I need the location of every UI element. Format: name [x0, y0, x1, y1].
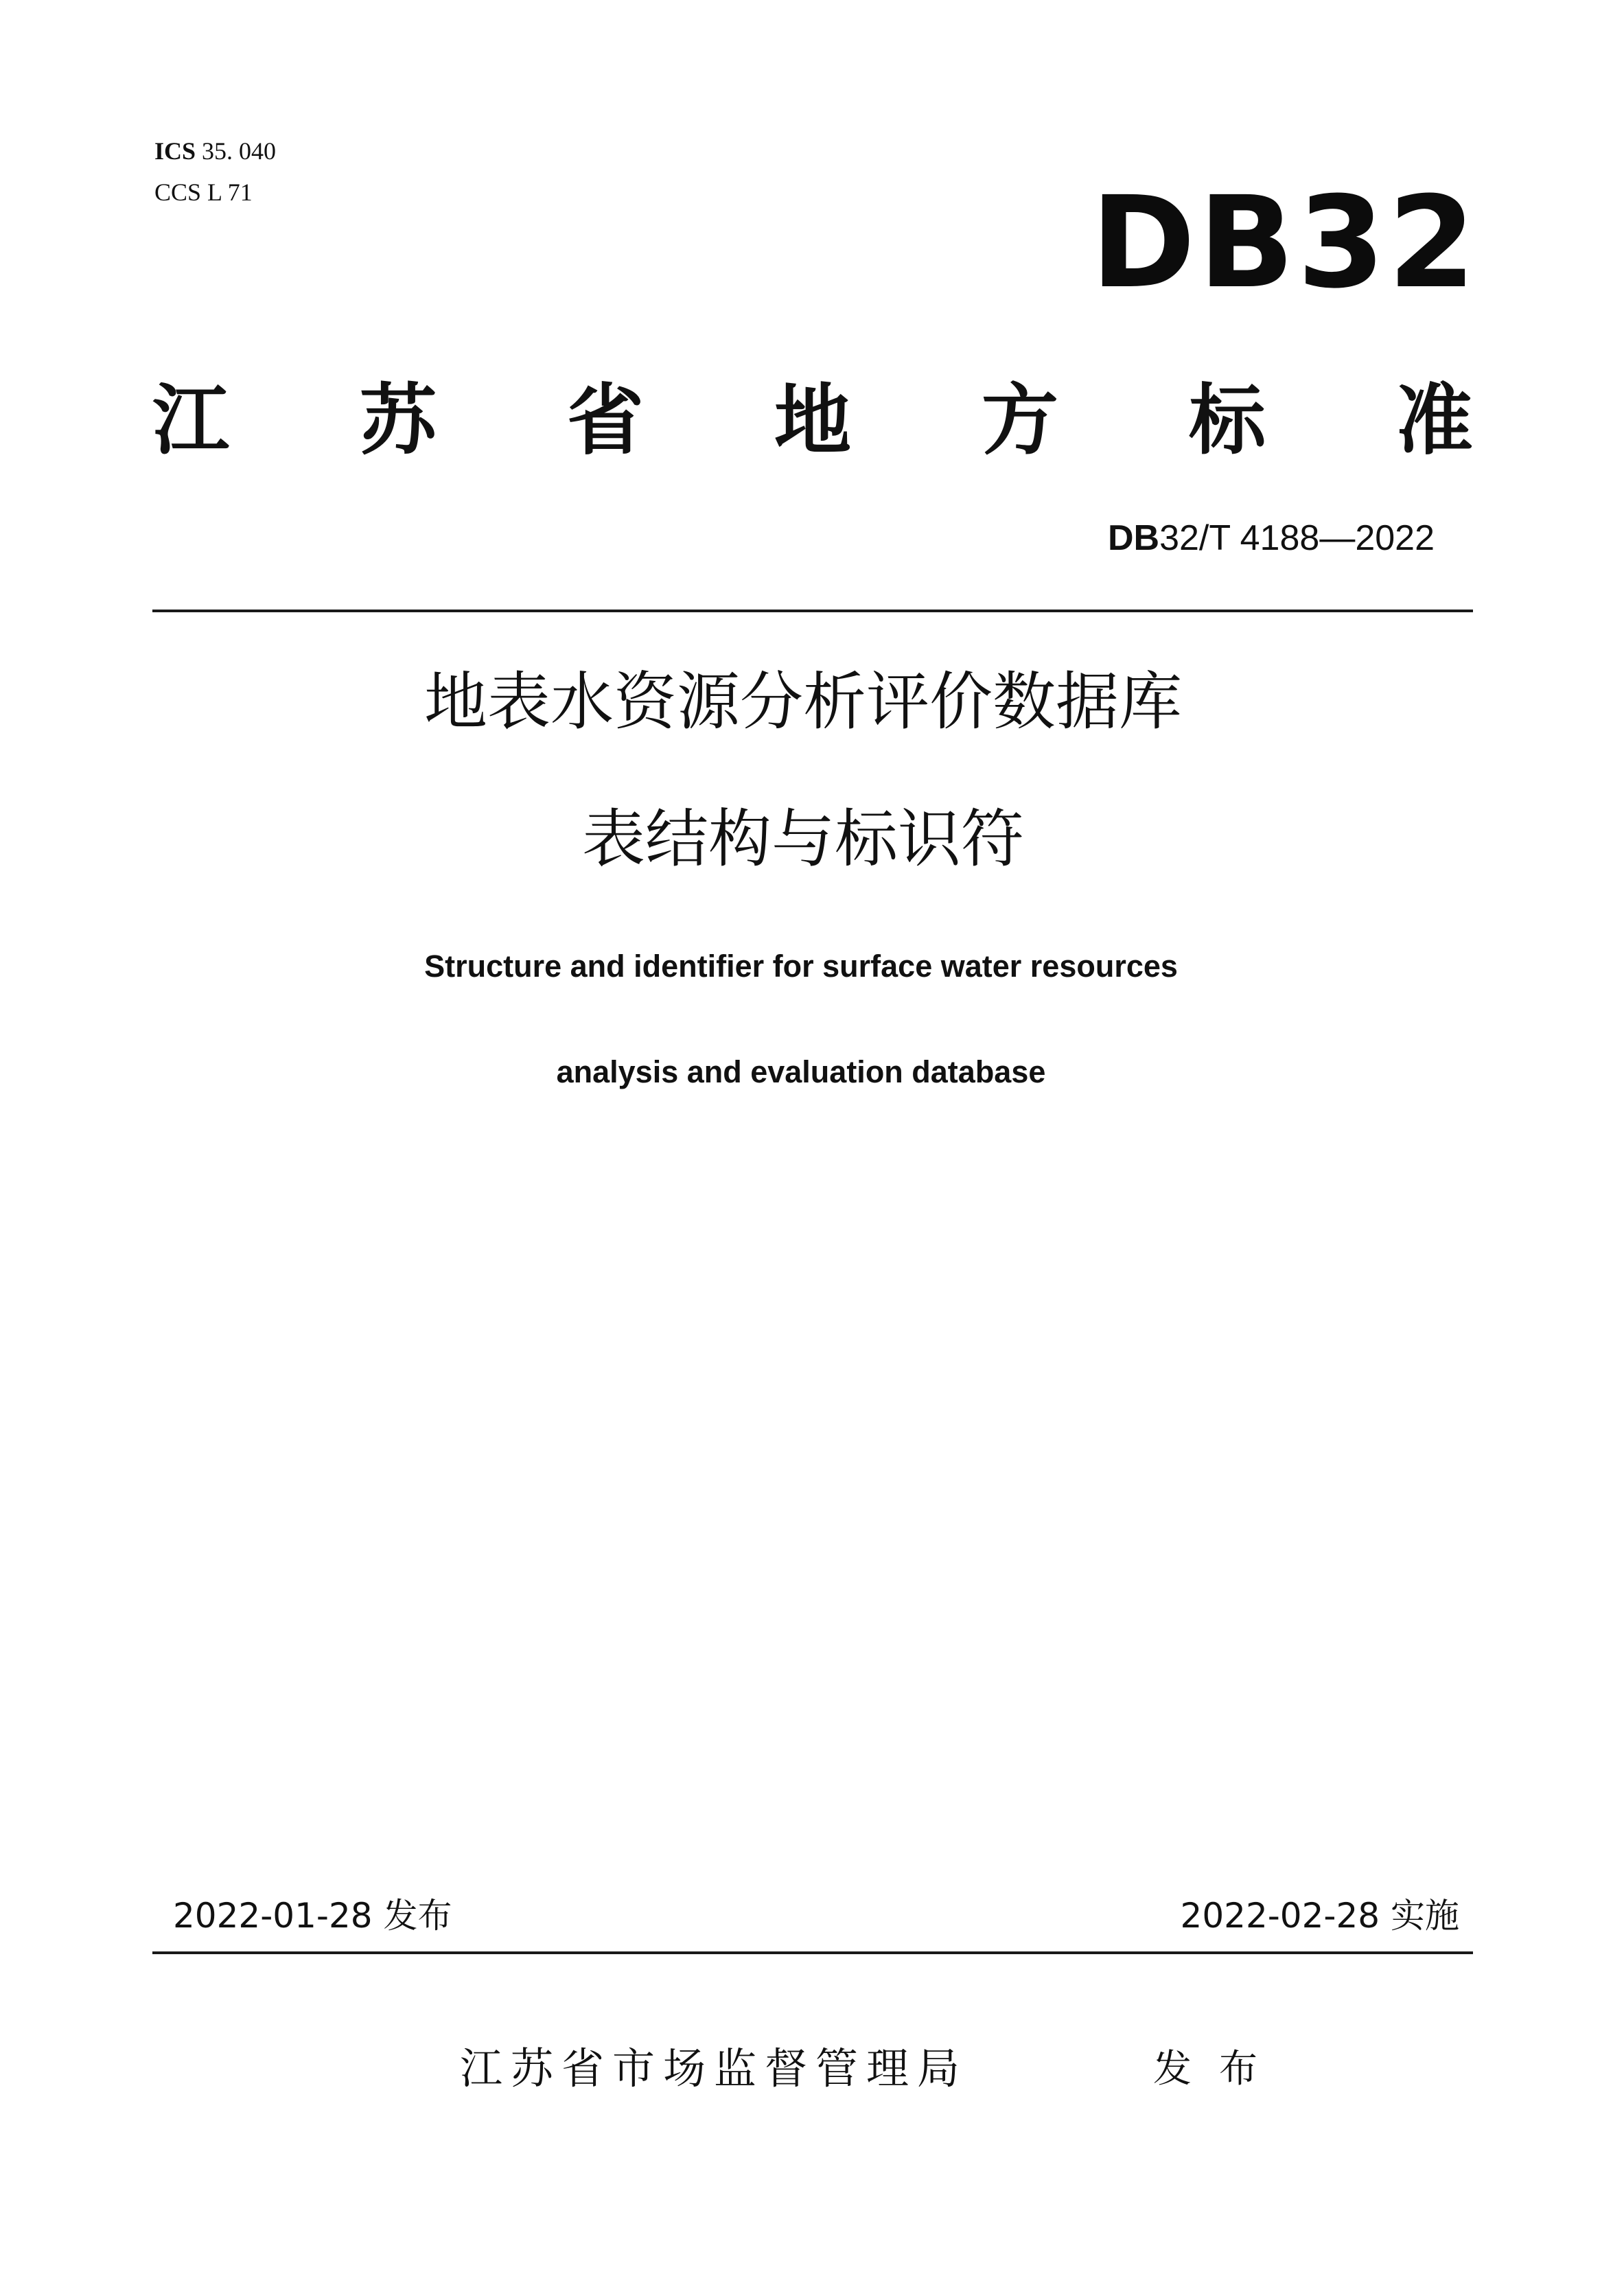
- ics-value: 35. 040: [202, 137, 277, 165]
- top-divider: [152, 610, 1473, 612]
- standard-number: [1108, 516, 1435, 560]
- ccs-label: CCS: [154, 178, 202, 206]
- title-english-line-1: Structure and identifier for surface water resources: [424, 949, 1178, 984]
- title-chinese-line-1: 地表水资源分析评价数据库: [424, 665, 1182, 739]
- standard-type-char: 准: [1396, 376, 1473, 465]
- ccs-classification: [154, 177, 253, 207]
- ics-label: ICS: [154, 137, 196, 165]
- issue-verb: 发布: [1153, 2047, 1285, 2091]
- standard-type-char: 地: [774, 376, 851, 465]
- standard-number-prefix: DB: [1107, 518, 1160, 558]
- issuing-authority: 江苏省市场监督管理局: [460, 2043, 968, 2094]
- standard-code-logo: DB32: [1090, 170, 1478, 316]
- standard-number-body: 32/T 4188—2022: [1159, 518, 1435, 558]
- title-english-line-2: analysis and evaluation database: [556, 1054, 1046, 1089]
- ccs-value: L 71: [207, 178, 253, 206]
- standard-type-char: 方: [982, 376, 1058, 465]
- issue-date: 2022-01-28 发布: [173, 1896, 452, 1936]
- standard-type-char: 江: [152, 376, 229, 465]
- ics-classification: [154, 136, 276, 166]
- standard-type-char: 标: [1189, 376, 1266, 465]
- standard-type-char: 苏: [360, 376, 437, 465]
- implementation-date: 2022-02-28 实施: [1180, 1896, 1459, 1936]
- bottom-divider: [152, 1951, 1473, 1954]
- title-chinese-line-2: 表结构与标识符: [581, 802, 1024, 876]
- standard-type-char: 省: [567, 376, 644, 465]
- standard-type-heading: [152, 376, 1473, 465]
